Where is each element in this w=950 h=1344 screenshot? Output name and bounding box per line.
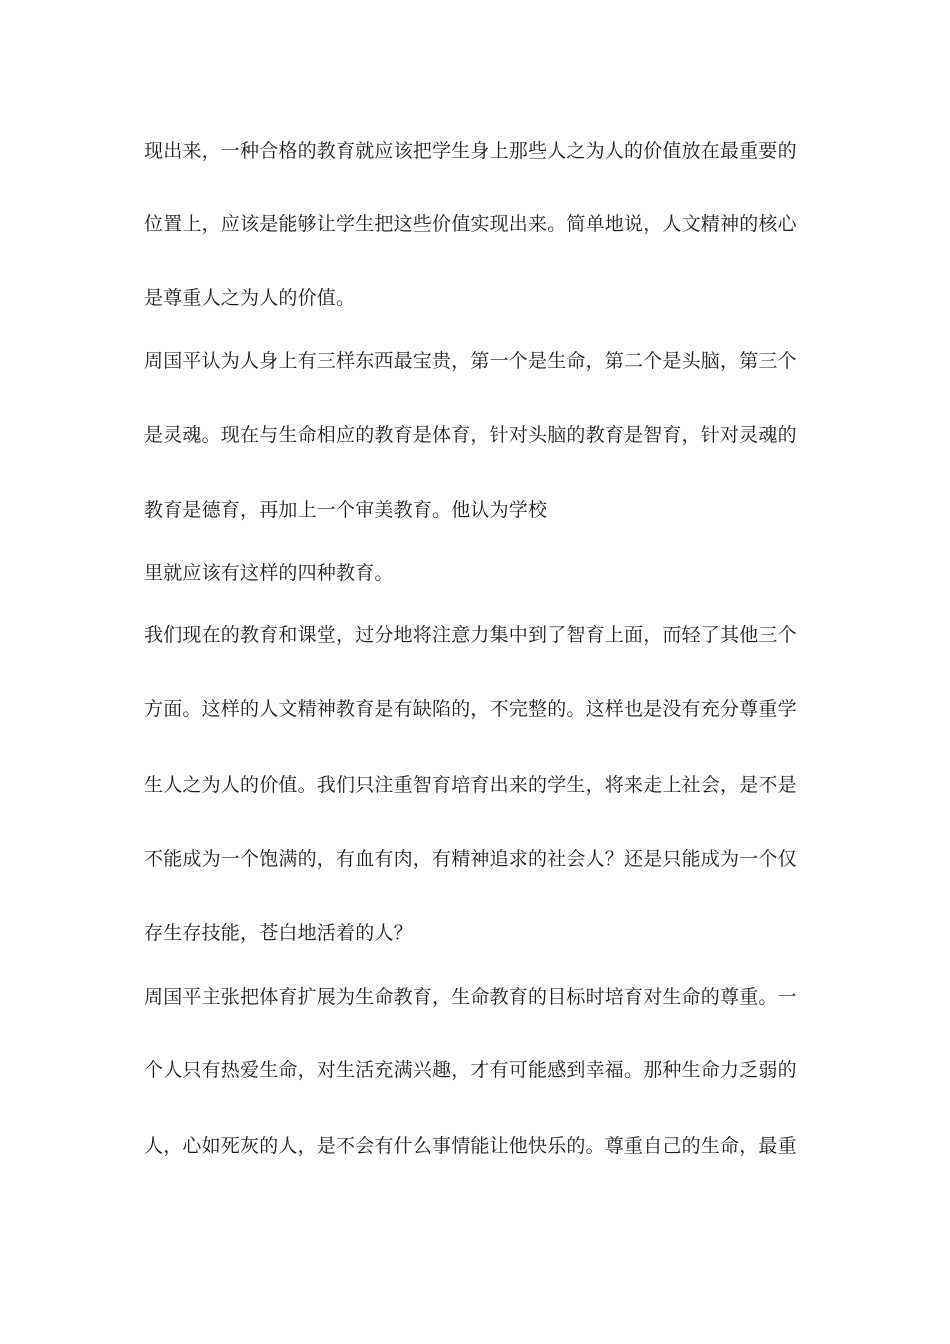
text-line: 位置上，应该是能够让学生把这些价值实现出来。简单地说，人文精神的核心 (144, 213, 797, 235)
text-line: 是灵魂。现在与生命相应的教育是体育，针对头脑的教育是智育，针对灵魂的 (144, 424, 797, 446)
text-line: 生人之为人的价值。我们只注重智育培育出来的学生，将来走上社会，是不是 (144, 774, 797, 796)
text-line: 方面。这样的人文精神教育是有缺陷的，不完整的。这样也是没有充分尊重学 (144, 698, 797, 720)
text-line: 我们现在的教育和课堂，过分地将注意力集中到了智育上面，而轻了其他三个 (144, 624, 797, 646)
text-line: 个人只有热爱生命，对生活充满兴趣，才有可能感到幸福。那种生命力乏弱的 (144, 1059, 797, 1081)
text-line: 存生存技能，苍白地活着的人？ (144, 922, 413, 944)
text-line: 人，心如死灰的人，是不会有什么事情能让他快乐的。尊重自己的生命，最重 (144, 1135, 797, 1157)
text-line: 不能成为一个饱满的，有血有肉，有精神追求的社会人？还是只能成为一个仅 (144, 848, 797, 870)
text-line: 教育是德育，再加上一个审美教育。他认为学校 (144, 499, 548, 521)
text-line: 周国平主张把体育扩展为生命教育，生命教育的目标时培育对生命的尊重。一 (144, 986, 797, 1008)
text-line: 周国平认为人身上有三样东西最宝贵，第一个是生命，第二个是头脑，第三个 (144, 350, 797, 372)
text-line: 里就应该有这样的四种教育。 (144, 562, 394, 584)
text-line: 现出来，一种合格的教育就应该把学生身上那些人之为人的价值放在最重要的 (144, 140, 797, 162)
text-line: 是尊重人之为人的价值。 (144, 287, 356, 309)
